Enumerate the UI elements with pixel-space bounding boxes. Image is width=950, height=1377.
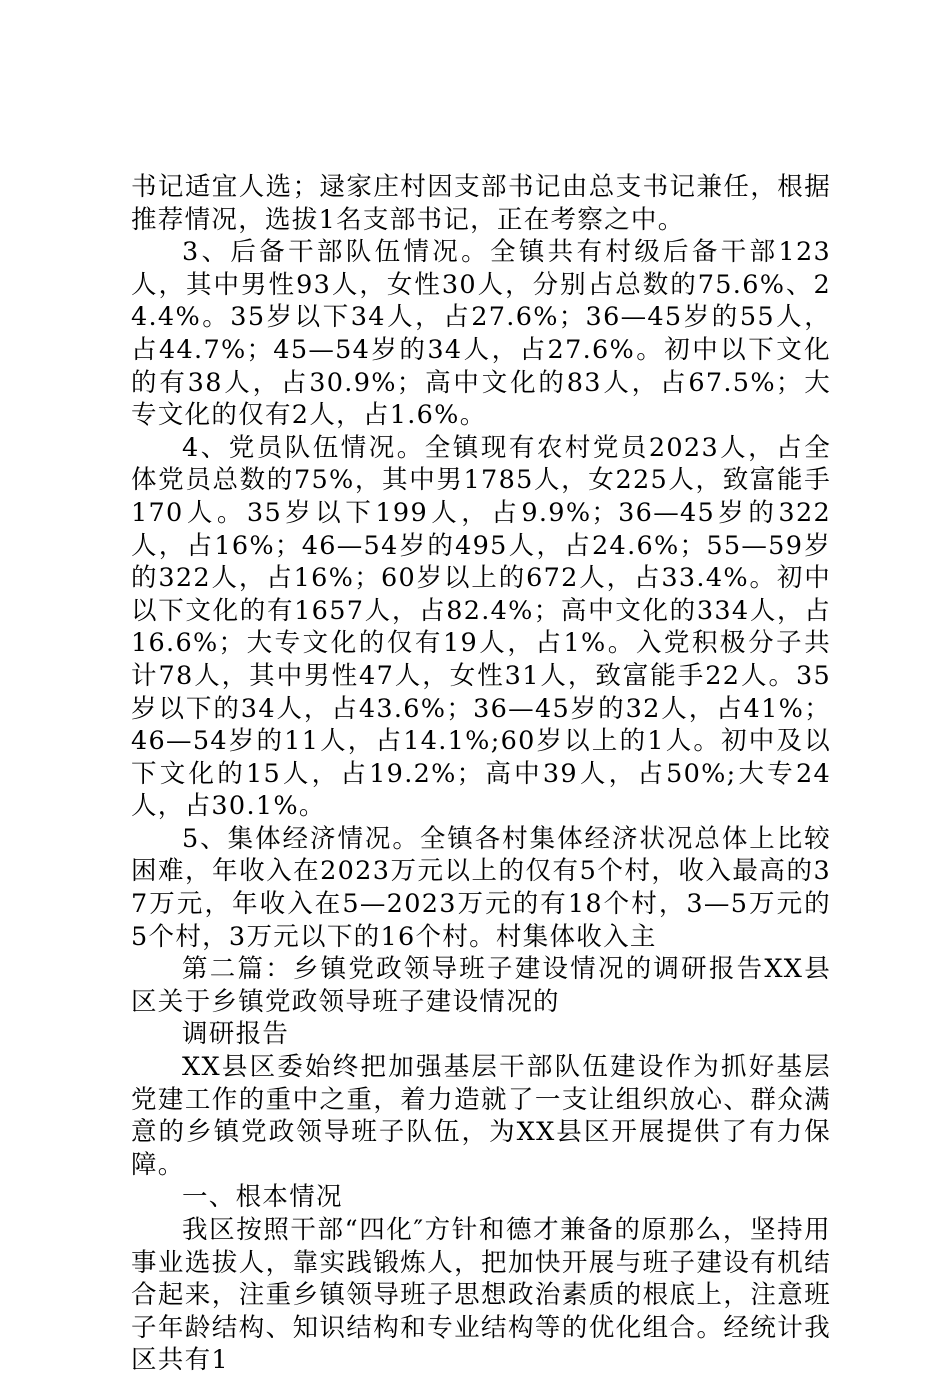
paragraph-basic-situation: 我区按照干部“四化″方针和德才兼备的原那么，坚持用事业选拔人，靠实践锻炼人，把加快开展与班子建设有机结合起来，注重乡镇领导班子思想政治素质的根底上，注意班子年龄结构、知识结构和专业结构等的优化组合。经统计我区共有1 bbox=[131, 1215, 831, 1376]
section-title-part-two: 第二篇：乡镇党政领导班子建设情况的调研报告XX县区关于乡镇党政领导班子建设情况的 bbox=[131, 954, 831, 1017]
paragraph-continuation: 书记适宜人选；逯家庄村因支部书记由总支书记兼任，根据推荐情况，选拔1名支部书记，正在考察之中。 bbox=[131, 172, 831, 235]
paragraph-party-members: 4、党员队伍情况。全镇现有农村党员2023人，占全体党员总数的75%，其中男1785人，女225人，致富能手170人。35岁以下199人，占9.9%；36—45岁的322人，占16%；46—54岁的495人，占24.6%；55—59岁的322人，占16%；60岁以上的672人，占33.4%。初中以下文化的有1657人，占82.4%；高中文化的334人，占16.6%；大专文化的仅有19人，占1%。入党积极分子共计78人，其中男性47人，女性31人，致富能手22人。35岁以下的34人，占43.6%；36—45岁的32人，占41%；46—54岁的11人，占14.1%;60岁以上的1人。初中及以下文化的15人，占19.2%；高中39人，占50%;大专24人，占30.1%。 bbox=[131, 432, 831, 822]
section-subtitle-report: 调研报告 bbox=[182, 1019, 290, 1050]
heading-basic-situation: 一、根本情况 bbox=[182, 1182, 343, 1213]
paragraph-collective-economy: 5、集体经济情况。全镇各村集体经济状况总体上比较困难，年收入在2023万元以上的仅有5个村，收入最高的37万元，年收入在5—2023万元的有18个村，3—5万元的5个村，3万元以下的16个村。村集体收入主 bbox=[131, 823, 831, 952]
paragraph-reserve-cadres: 3、后备干部队伍情况。全镇共有村级后备干部123人，其中男性93人，女性30人，分别占总数的75.6%、24.4%。35岁以下34人，占27.6%；36—45岁的55人，占44.7%；45—54岁的34人，占27.6%。初中以下文化的有38人，占30.9%；高中文化的83人，占67.5%；大专文化的仅有2人，占1.6%。 bbox=[131, 237, 831, 431]
paragraph-introduction: XX县区委始终把加强基层干部队伍建设作为抓好基层党建工作的重中之重，着力造就了一支让组织放心、群众满意的乡镇党政领导班子队伍，为XX县区开展提供了有力保障。 bbox=[131, 1052, 831, 1180]
document-body bbox=[131, 171, 831, 1377]
